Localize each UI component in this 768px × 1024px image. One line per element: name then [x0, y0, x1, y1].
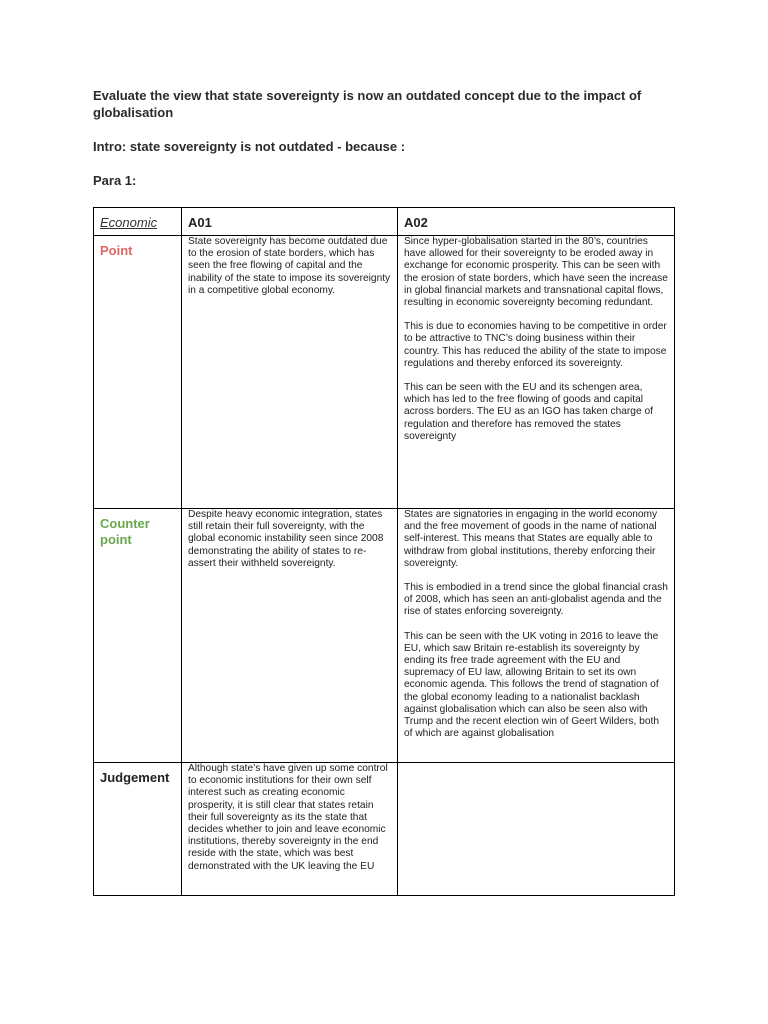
point-a01-cell: [182, 236, 398, 509]
point-a02-cell: [398, 236, 675, 509]
intro-line: Intro: state sovereignty is not outdated - because :: [93, 139, 406, 154]
judgement-a02-cell: [398, 763, 675, 896]
point-a02-paragraph: This can be seen with the EU and its schengen area, which has led to the free flowing of goods and capital across borders. The EU as an IGO has taken charge of regulation and therefore has removed the states sovereignty: [404, 382, 653, 442]
essay-plan-table: [93, 207, 675, 896]
judgement-label: Judgement: [100, 770, 170, 785]
judgement-a01-cell: [182, 763, 398, 896]
counter-a02-paragraph: This is embodied in a trend since the global financial crash of 2008, which has seen an anti-globalist agenda and the rise of states enforcing sovereignty.: [404, 582, 668, 618]
table-row-point: [94, 236, 675, 509]
point-a02-paragraph: Since hyper-globalisation started in the 80’s, countries have allowed for their sovereignty to be eroded away in exchange for economic prosperity. This can be seen with the erosion of state borders, which have seen the increase in global financial markets and transnational capital flows, resulting in economic sovereignty becoming redundant.: [404, 236, 668, 309]
header-economic: Economic: [100, 215, 158, 230]
point-label-cell: [94, 236, 182, 509]
point-a01-text: State sovereignty has become outdated due to the erosion of state borders, which has seen the free flowing of capital and the inability of the state to impose its sovereignty in a competitive global economy.: [188, 236, 391, 296]
table-row-counter-point: [94, 509, 675, 763]
judgement-a01-text: Although state’s have given up some control to economic institutions for their own self interest such as creating economic prosperity, it is still clear that states retain their full sovereignty as its the state that decides whether to join and leave economic institutions, thereby sovereignty in the end reside with the state, which was best demonstrated with the UK leaving the EU: [188, 763, 388, 872]
judgement-label-cell: [94, 763, 182, 896]
counter-label-cell: [94, 509, 182, 763]
point-a02-paragraph: This is due to economies having to be competitive in order to be attractive to TNC’s doing business within their country. This has reduced the ability of the state to impose regulations and thereby enforced its sovereignty.: [404, 321, 667, 369]
table-header-row: [94, 208, 675, 236]
header-a01-cell: [182, 208, 398, 236]
header-economic-cell: [94, 208, 182, 236]
counter-a01-cell: [182, 509, 398, 763]
para-heading: Para 1:: [93, 173, 137, 188]
essay-question: Evaluate the view that state sovereignty is now an outdated concept due to the impact of globalisation: [93, 88, 642, 120]
header-a02: A02: [404, 215, 428, 230]
table-row-judgement: [94, 763, 675, 896]
counter-point-label: Counter point: [100, 516, 150, 547]
header-a02-cell: [398, 208, 675, 236]
point-label: Point: [100, 243, 133, 258]
header-a01: A01: [188, 215, 212, 230]
counter-a01-text: Despite heavy economic integration, states still retain their full sovereignty, with the global economic instability seen since 2008 demonstrating the ability of states to re-assert their withheld sovereignty.: [188, 509, 384, 569]
counter-a02-paragraph: This can be seen with the UK voting in 2016 to leave the EU, which saw Britain re-establish its sovereignty by ending its free trade agreement with the EU and supremacy of EU law, allowing Britain to set its own economic agenda. This follows the trend of stagnation of the global economy leading to a nationalist backlash against globalisation which can also be seen also with Trump and the recent election win of Geert Wilders, both of which are against globalisation: [404, 630, 659, 740]
counter-a02-cell: [398, 509, 675, 763]
counter-a02-paragraph: States are signatories in engaging in the world economy and the free movement of goods in the name of national self-interest. This means that States are equally able to withdraw from global institutions, thereby enforcing their sovereignty.: [404, 509, 658, 569]
